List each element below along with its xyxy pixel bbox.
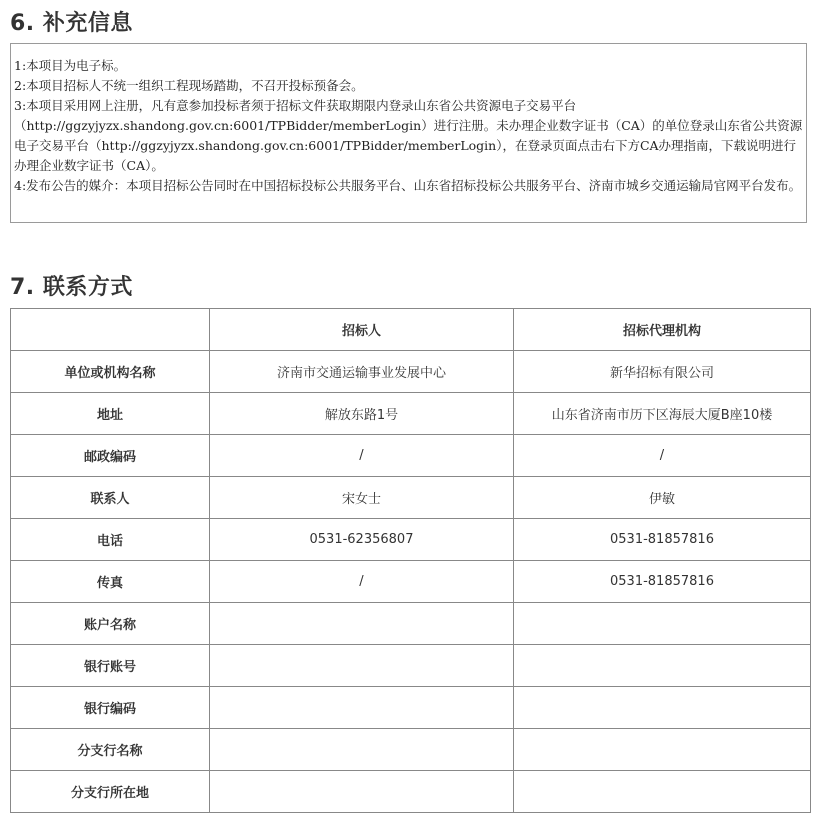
table-row xyxy=(11,729,811,771)
row-label: 单位或机构名称 xyxy=(11,351,210,393)
table-row xyxy=(11,477,811,519)
agency-value: 山东省济南市历下区海辰大厦B座10楼 xyxy=(514,393,811,435)
agency-value: 0531-81857816 xyxy=(514,519,811,561)
row-label: 联系人 xyxy=(11,477,210,519)
agency-value: 伊敏 xyxy=(514,477,811,519)
row-label: 地址 xyxy=(11,393,210,435)
tenderer-value xyxy=(210,645,514,687)
table-header-row xyxy=(11,309,811,351)
agency-value xyxy=(514,645,811,687)
row-label: 邮政编码 xyxy=(11,435,210,477)
note-1: 1:本项目为电子标。 xyxy=(14,58,127,73)
agency-value: 0531-81857816 xyxy=(514,561,811,603)
tenderer-value xyxy=(210,687,514,729)
tenderer-value: 解放东路1号 xyxy=(210,393,514,435)
table-row xyxy=(11,687,811,729)
table-row xyxy=(11,645,811,687)
header-empty xyxy=(11,309,210,351)
note-4: 4:发布公告的媒介：本项目招标公告同时在中国招标投标公共服务平台、山东省招标投标公共服务平台、济南市城乡交通运输局官网平台发布。 xyxy=(14,178,802,193)
header-tenderer: 招标人 xyxy=(210,309,514,351)
contact-table xyxy=(10,308,811,813)
agency-value xyxy=(514,771,811,813)
row-label: 传真 xyxy=(11,561,210,603)
supplementary-info-box xyxy=(10,43,807,223)
note-2: 2:本项目招标人不统一组织工程现场踏勘，不召开投标预备会。 xyxy=(14,78,364,93)
table-row xyxy=(11,771,811,813)
table-row xyxy=(11,351,811,393)
tenderer-value: 0531-62356807 xyxy=(210,519,514,561)
tenderer-value: 宋女士 xyxy=(210,477,514,519)
note-3: 3:本项目采用网上注册，凡有意参加投标者须于招标文件获取期限内登录山东省公共资源电子交易平台（http://ggzyjyzx.shandong.gov.cn:6001/TPBidder/memberLogin）进行注册。未办理企业数字证书（CA）的单位登录山东省公共资源电子交易平台（http://ggzyjyzx.shandong.gov.cn:6001/TPBidder/memberLogin），在登录页面点击右下方CA办理指南，下载说明进行办理企业数字证书（CA）。 xyxy=(14,98,803,173)
table-row xyxy=(11,393,811,435)
header-agency: 招标代理机构 xyxy=(514,309,811,351)
agency-value xyxy=(514,729,811,771)
tenderer-value: 济南市交通运输事业发展中心 xyxy=(210,351,514,393)
row-label: 电话 xyxy=(11,519,210,561)
section-7-title: 7. 联系方式 xyxy=(10,275,133,300)
table-row xyxy=(11,519,811,561)
agency-value: / xyxy=(514,435,811,477)
tenderer-value: / xyxy=(210,435,514,477)
row-label: 银行编码 xyxy=(11,687,210,729)
tenderer-value xyxy=(210,771,514,813)
agency-value xyxy=(514,687,811,729)
row-label: 银行账号 xyxy=(11,645,210,687)
tenderer-value: / xyxy=(210,561,514,603)
row-label: 账户名称 xyxy=(11,603,210,645)
tenderer-value xyxy=(210,729,514,771)
row-label: 分支行所在地 xyxy=(11,771,210,813)
agency-value: 新华招标有限公司 xyxy=(514,351,811,393)
table-row xyxy=(11,435,811,477)
row-label: 分支行名称 xyxy=(11,729,210,771)
section-6-title: 6. 补充信息 xyxy=(10,11,133,36)
table-row xyxy=(11,603,811,645)
table-row xyxy=(11,561,811,603)
tenderer-value xyxy=(210,603,514,645)
agency-value xyxy=(514,603,811,645)
